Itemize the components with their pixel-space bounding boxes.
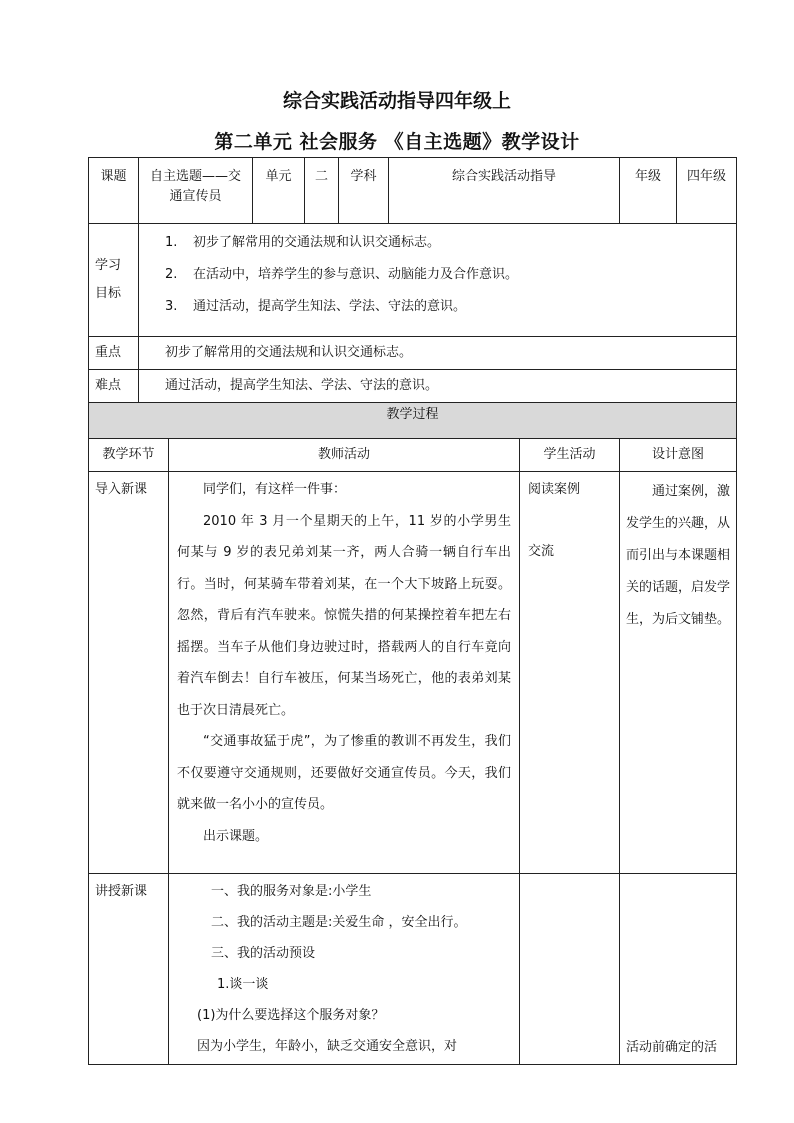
info-row [89,158,737,224]
topic-value: 自主选题——交通宣传员 [150,169,242,204]
student-activity-item: 阅读案例 [528,482,581,497]
goals-row [89,224,737,337]
document-title: 综合实践活动指导四年级上 [282,90,511,112]
key-point-label: 重点 [95,345,122,360]
intro-paragraph: 2010 年 3 月一个星期天的上午，11 岁的小学男生何某与 9 岁的表兄弟刘某一齐，两人合骑一辆自行车出行。当时，何某骑车带着刘某，在一个大下坡路上玩耍。忽然，背后有汽车驶来。惊慌失措的何某操控着车把左右摇摆。当车子从他们身边驶过时，搭载两人的自行车竟向着汽车倒去！自行车被压，何某当场死亡，他的表弟刘某也于次日清晨死亡。 [177,513,512,718]
column-header-stage: 教学环节 [102,447,155,462]
unit-value: 二 [315,169,329,184]
key-point-text: 初步了解常用的交通法规和认识交通标志。 [165,345,413,360]
column-header-teacher: 教师活动 [318,447,371,462]
intro-student-activity [520,472,619,569]
process-header: 教学过程 [89,403,737,439]
intro-stage: 导入新课 [95,482,148,497]
lesson-plan-table [88,157,737,1065]
difficulty-row [89,370,737,403]
goals-list [139,224,736,326]
intro-row [89,472,737,874]
lecture-line: 二、我的活动主题是:关爱生命 ，安全出行。 [211,915,467,930]
student-activity-item: 交流 [528,544,555,559]
subject-label: 学科 [350,169,377,184]
subject-value: 综合实践活动指导 [452,169,557,184]
document-subtitle: 第二单元 社会服务 《自主选题》教学设计 [214,131,580,153]
grade-value: 四年级 [687,169,727,184]
lecture-line: (1)为什么要选择这个服务对象？ [197,1008,385,1023]
intro-intent: 通过案例，激发学生的兴趣，从而引出与本课题相关的话题，启发学生，为后文铺垫。 [626,484,731,627]
lecture-line: 因为小学生，年龄小，缺乏交通安全意识，对 [197,1039,458,1054]
intro-paragraph: “交通事故猛于虎”，为了惨重的教训不再发生，我们不仅要遵守交通规则，还要做好交通宣传员。今天，我们就来做一名小小的宣传员。 [177,734,512,812]
lecture-line: 1.谈一谈 [217,977,269,992]
grade-label: 年级 [635,169,662,184]
lecture-stage: 讲授新课 [95,884,148,899]
goal-item: 2. 在活动中，培养学生的参与意识、动脑能力及合作意识。 [165,267,519,282]
lecture-teacher-activity [169,874,519,1064]
process-columns-row [89,439,737,472]
column-header-intent: 设计意图 [652,447,705,462]
difficulty-label: 难点 [95,378,122,393]
lecture-line: 一、我的服务对象是:小学生 [211,884,372,899]
goals-label: 学习目标 [95,258,122,301]
lecture-student-activity [520,874,619,892]
intro-paragraph: 出示课题。 [203,828,269,844]
column-header-student: 学生活动 [543,447,596,462]
goal-item: 3. 通过活动，提高学生知法、学法、守法的意识。 [165,299,467,314]
difficulty-text: 通过活动，提高学生知法、学法、守法的意识。 [165,378,439,393]
lecture-row [89,874,737,1065]
topic-label: 课题 [100,169,127,184]
goal-item: 1. 初步了解常用的交通法规和认识交通标志。 [165,235,441,250]
process-header-row [89,403,737,439]
key-point-row [89,337,737,370]
intro-paragraph: 同学们，有这样一件事： [203,482,347,497]
lecture-line: 三、我的活动预设 [211,946,316,961]
lecture-intent: 活动前确定的活 [626,1040,718,1055]
intro-teacher-activity [169,472,519,854]
unit-label: 单元 [265,169,292,184]
